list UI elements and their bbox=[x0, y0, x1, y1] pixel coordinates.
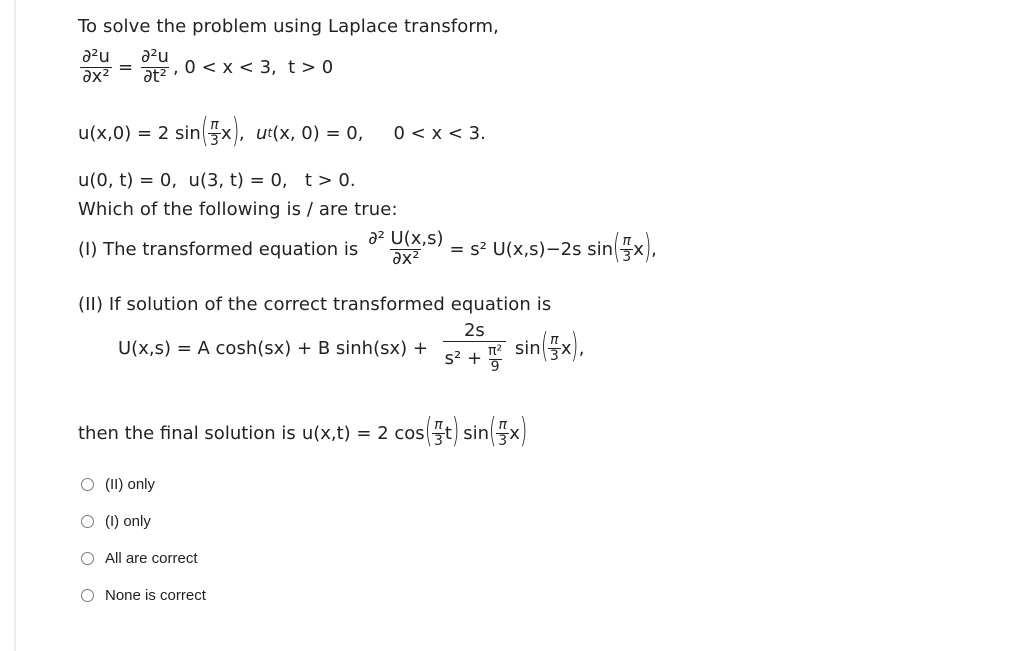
stmt1-den: ∂x² bbox=[392, 247, 420, 269]
right-paren: ) bbox=[231, 111, 239, 151]
ic-x: x bbox=[220, 122, 232, 144]
denominator-3: 3 bbox=[622, 248, 632, 265]
pi-symbol: π bbox=[434, 416, 443, 433]
stmt2-sin: sin bbox=[514, 337, 541, 359]
pi-squared: π² bbox=[488, 342, 503, 359]
pde-rhs-fraction bbox=[139, 48, 171, 87]
radio-button[interactable] bbox=[81, 552, 94, 565]
left-paren: ( bbox=[612, 227, 621, 268]
final-x: x bbox=[509, 422, 520, 444]
right-paren: ) bbox=[643, 227, 652, 268]
denominator-3: 3 bbox=[433, 432, 443, 449]
pi-symbol: π bbox=[210, 116, 219, 133]
ic-ut-rest: (x, 0) = 0, bbox=[272, 122, 364, 144]
stmt2-tail: , bbox=[578, 337, 585, 359]
option-ii-only[interactable] bbox=[81, 476, 155, 493]
pi-symbol: π bbox=[622, 233, 631, 250]
final-t: t bbox=[444, 422, 452, 444]
stmt1-num: ∂² U(x,s) bbox=[368, 228, 444, 249]
radio-button[interactable] bbox=[81, 515, 94, 528]
intro-text: To solve the problem using Laplace transform, bbox=[78, 16, 499, 37]
stmt2-den-s2: s² + bbox=[444, 347, 483, 369]
option-label: (II) only bbox=[105, 476, 156, 493]
stmt2-pi-over-3 bbox=[548, 333, 561, 363]
stmt1-tail: , bbox=[651, 238, 657, 260]
final-pi-over-3-t bbox=[432, 418, 445, 448]
final-sol: u(x,t) = 2 cos bbox=[301, 422, 425, 444]
denominator-3: 3 bbox=[498, 432, 508, 449]
final-pi-over-3-x bbox=[496, 418, 509, 448]
stmt2-num: 2s bbox=[463, 320, 485, 341]
pi-symbol: π bbox=[550, 331, 559, 348]
option-label: All are correct bbox=[105, 550, 198, 567]
stmt2-den-pi2-over-9 bbox=[486, 344, 504, 374]
left-paren: ( bbox=[540, 326, 548, 367]
pde-lhs-fraction bbox=[80, 48, 112, 87]
left-border bbox=[14, 0, 16, 651]
pde-equation bbox=[80, 48, 333, 87]
stmt1-pi-over-3 bbox=[620, 234, 633, 264]
stmt2-x: x bbox=[560, 337, 572, 359]
stmt2-fraction bbox=[434, 322, 515, 374]
ic-u0-text: u(x,0) = 2 sin bbox=[78, 122, 201, 144]
stmt2-den bbox=[443, 341, 506, 374]
pde-domain: , 0 < x < 3, t > 0 bbox=[172, 56, 334, 78]
pde-lhs-den: ∂x² bbox=[82, 65, 110, 87]
right-paren: ) bbox=[571, 326, 579, 367]
statement-1 bbox=[78, 227, 657, 269]
stmt2-lhs: U(x,s) = A cosh(sx) + B sinh(sx) + bbox=[118, 337, 428, 359]
ic-range: 0 < x < 3. bbox=[393, 122, 486, 144]
ic-ut: u bbox=[256, 122, 268, 144]
initial-conditions: u(x,0) = 2 sin ( $\frac{\pi}{3}$ x ) , u t (x, 0) = 0, 0 < x < 3. bbox=[78, 111, 486, 151]
pi-symbol: π bbox=[498, 416, 507, 433]
final-solution bbox=[78, 411, 528, 451]
denominator-3: 3 bbox=[549, 347, 559, 364]
radio-button[interactable] bbox=[81, 589, 94, 602]
option-i-only[interactable] bbox=[81, 513, 151, 530]
denominator-3: 3 bbox=[210, 132, 219, 149]
right-paren: ) bbox=[519, 411, 528, 451]
boundary-conditions: u(0, t) = 0, u(3, t) = 0, t > 0. bbox=[78, 170, 356, 191]
pde-equals: = bbox=[117, 56, 134, 78]
pde-rhs-den: ∂t² bbox=[143, 65, 167, 87]
stmt2-equation bbox=[118, 322, 584, 374]
question-prompt: Which of the following is / are true: bbox=[78, 199, 398, 220]
left-paren: ( bbox=[200, 111, 209, 151]
pde-rhs-num: ∂²u bbox=[141, 46, 169, 67]
radio-button[interactable] bbox=[81, 478, 94, 491]
stmt1-label: (I) The transformed equation is bbox=[78, 238, 359, 260]
option-none-correct[interactable] bbox=[81, 587, 206, 604]
option-label: None is correct bbox=[105, 587, 206, 604]
stmt1-x: x bbox=[633, 238, 644, 260]
left-paren: ( bbox=[424, 411, 432, 451]
ic-ut-sub: t bbox=[267, 126, 273, 140]
pde-lhs-num: ∂²u bbox=[82, 46, 110, 67]
option-label: (I) only bbox=[105, 513, 151, 530]
stmt1-rhs: = s² U(x,s)−2s sin bbox=[449, 238, 613, 260]
left-paren: ( bbox=[488, 411, 497, 451]
stmt2-label: (II) If solution of the correct transformed equation is bbox=[78, 294, 552, 315]
option-all-correct[interactable] bbox=[81, 550, 198, 567]
ic-pi-over-3 bbox=[208, 118, 221, 148]
final-pre: then the final solution is bbox=[78, 422, 296, 444]
denominator-9: 9 bbox=[490, 358, 500, 375]
right-paren: ) bbox=[451, 411, 460, 451]
stmt1-fraction bbox=[366, 230, 445, 269]
final-sin: sin bbox=[463, 422, 489, 444]
